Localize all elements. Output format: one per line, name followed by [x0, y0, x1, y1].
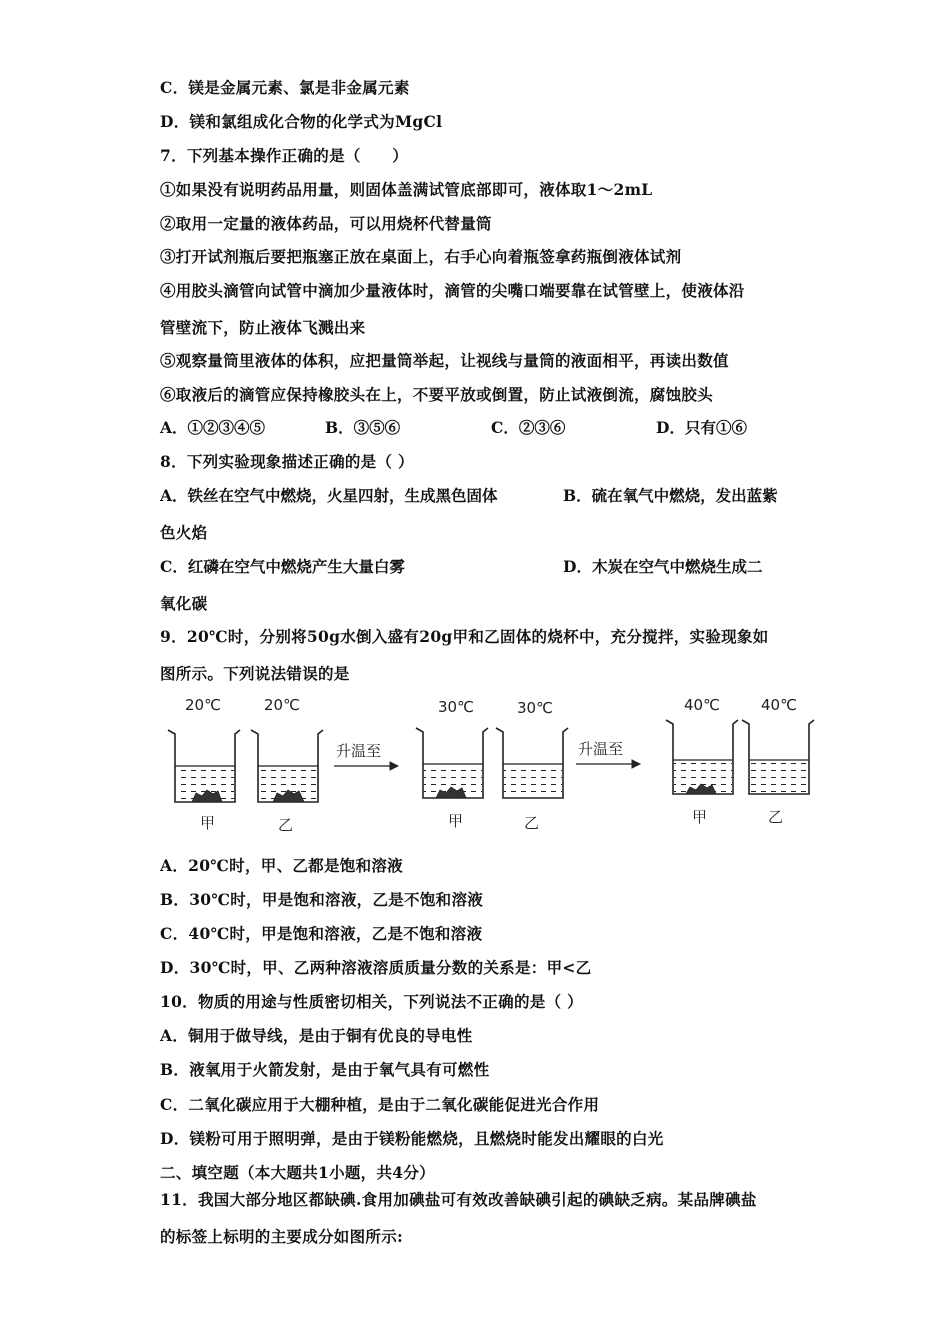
- arrow-label-2: 升温至: [578, 740, 624, 758]
- q7-option-d: D．只有①⑥: [656, 418, 747, 437]
- temp-label-30-yi: 30℃: [517, 699, 553, 717]
- beaker-figure: [160, 690, 820, 840]
- q11-stem: 11．我国大部分地区都缺碘.食用加碘盐可有效改善缺碘引起的碘缺乏病。某品牌碘盐: [160, 1190, 757, 1209]
- temp-label-30-jia: 30℃: [438, 698, 474, 716]
- q8-stem: 8．下列实验现象描述正确的是（ ）: [160, 452, 414, 471]
- beaker-jia-30: [416, 728, 488, 798]
- beaker-yi-20: [251, 730, 323, 802]
- q10-option-d: D．镁粉可用于照明弹，是由于镁粉能燃烧，且燃烧时能发出耀眼的白光: [160, 1129, 664, 1148]
- q8-option-a: A．铁丝在空气中燃烧，火星四射，生成黑色固体: [160, 486, 498, 505]
- q9-stem-cont: 图所示。下列说法错误的是: [160, 664, 350, 683]
- q7-item-5: ⑤观察量筒里液体的体积，应把量筒举起，让视线与量筒的液面相平，再读出数值: [160, 351, 729, 370]
- q8-option-d: D．木炭在空气中燃烧生成二: [563, 557, 763, 576]
- q7-item-4: ④用胶头滴管向试管中滴加少量液体时，滴管的尖嘴口端要靠在试管壁上，使液体沿: [160, 281, 745, 300]
- arrow-label-1: 升温至: [336, 742, 382, 760]
- q10-stem: 10．物质的用途与性质密切相关，下列说法不正确的是（ ）: [160, 992, 583, 1011]
- section-heading: 二、填空题（本大题共1小题，共4分）: [160, 1163, 435, 1182]
- q7-item-2: ②取用一定量的液体药品，可以用烧杯代替量筒: [160, 214, 492, 233]
- q9-option-c: C．40℃时，甲是饱和溶液，乙是不饱和溶液: [160, 924, 483, 943]
- beaker-yi-30: [496, 728, 568, 798]
- label-jia-2: 甲: [448, 812, 464, 830]
- q8-option-b: B．硫在氧气中燃烧，发出蓝紫: [563, 486, 778, 505]
- q7-item-6: ⑥取液后的滴管应保持橡胶头在上，不要平放或倒置，防止试液倒流，腐蚀胶头: [160, 385, 714, 404]
- label-jia-3: 甲: [692, 808, 708, 826]
- q7-item-3: ③打开试剂瓶后要把瓶塞正放在桌面上，右手心向着瓶签拿药瓶倒液体试剂: [160, 247, 682, 266]
- q10-option-c: C．二氧化碳应用于大棚种植，是由于二氧化碳能促进光合作用: [160, 1095, 600, 1114]
- temp-label-20-yi: 20℃: [264, 696, 300, 714]
- label-jia-1: 甲: [200, 814, 216, 832]
- q7-item-1: ①如果没有说明药品用量，则固体盖满试管底部即可，液体取1～2mL: [160, 180, 653, 199]
- temp-label-40-jia: 40℃: [684, 696, 720, 714]
- q9-option-d: D．30℃时，甲、乙两种溶液溶质质量分数的关系是：甲<乙: [160, 958, 592, 977]
- beaker-yi-40: [742, 720, 814, 794]
- label-yi-3: 乙: [768, 808, 784, 826]
- q9-option-a: A．20℃时，甲、乙都是饱和溶液: [160, 856, 403, 875]
- q10-option-b: B．液氧用于火箭发射，是由于氧气具有可燃性: [160, 1060, 490, 1079]
- label-yi-2: 乙: [524, 814, 540, 832]
- q8-option-d-cont: 氧化碳: [160, 594, 208, 613]
- beaker-jia-20: [168, 730, 240, 802]
- q8-option-c: C．红磷在空气中燃烧产生大量白雾: [160, 557, 405, 576]
- q11-stem-cont: 的标签上标明的主要成分如图所示:: [160, 1227, 404, 1246]
- q8-option-b-cont: 色火焰: [160, 523, 208, 542]
- q6-option-d: D．镁和氯组成化合物的化学式为MgCl: [160, 112, 443, 131]
- beaker-jia-40: [666, 720, 738, 794]
- temp-label-40-yi: 40℃: [761, 696, 797, 714]
- q7-option-c: C．②③⑥: [491, 418, 566, 437]
- q10-option-a: A．铜用于做导线，是由于铜有优良的导电性: [160, 1026, 473, 1045]
- temp-label-20-jia: 20℃: [185, 696, 221, 714]
- q7-option-b: B．③⑤⑥: [325, 418, 401, 437]
- q7-option-a: A．①②③④⑤: [160, 418, 266, 437]
- q6-option-c: C．镁是金属元素、氯是非金属元素: [160, 78, 410, 97]
- q9-option-b: B．30℃时，甲是饱和溶液，乙是不饱和溶液: [160, 890, 484, 909]
- q7-stem: 7．下列基本操作正确的是（ ）: [160, 146, 409, 165]
- label-yi-1: 乙: [278, 816, 294, 834]
- q9-stem: 9．20℃时，分别将50g水倒入盛有20g甲和乙固体的烧杯中，充分搅拌，实验现象如: [160, 627, 769, 646]
- q7-item-4-cont: 管壁流下，防止液体飞溅出来: [160, 318, 366, 337]
